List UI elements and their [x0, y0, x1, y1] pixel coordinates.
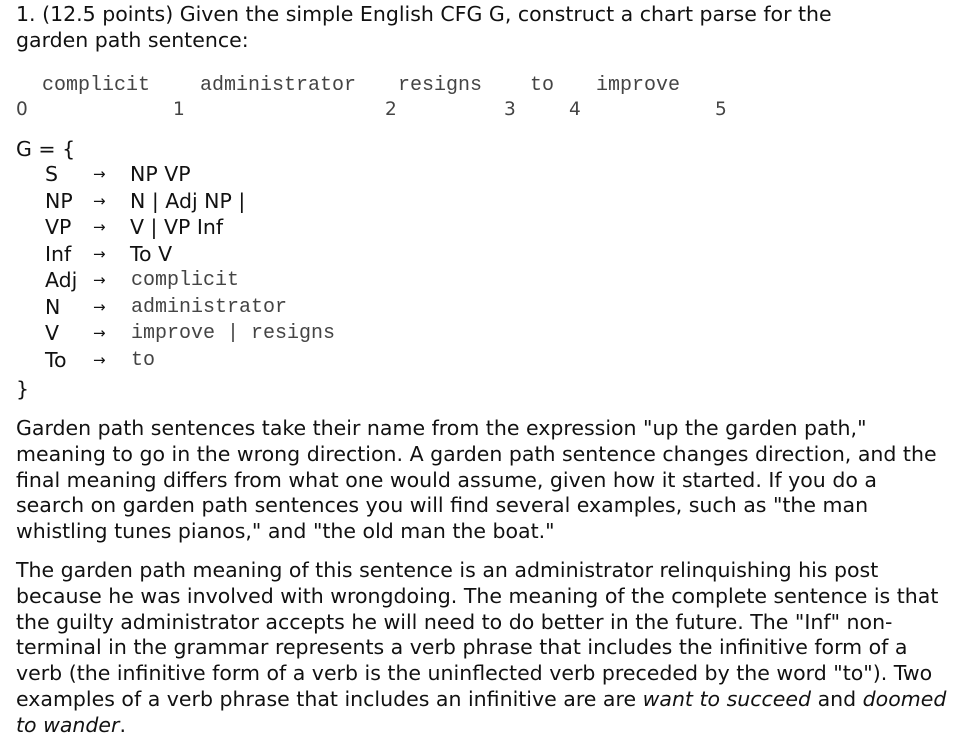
paragraph-text: The garden path meaning of this sentence is an administrator relinquishing his post because he was involved with wrongdoing. The meaning of the complete sentence is that the guilty administrator accepts he will need to do better in the future. The "Inf" non-terminal in the grammar represents a verb phrase that includes the infinitive form of a verb (the infinitive form of a verb is the uninflected verb preceded by the word "to"). Two examples of a verb phrase that includes an infinitive are are [16, 558, 939, 711]
arrow-icon: → [93, 191, 106, 210]
chart-index: 4 [569, 99, 581, 120]
rule-rhs: NP VP [130, 162, 191, 186]
chart-index: 2 [385, 99, 397, 120]
grammar-close: } [16, 377, 30, 401]
paragraph-joiner: and [811, 686, 863, 711]
example-phrase: want to succeed [642, 686, 812, 711]
paragraph-garden-path-intro: Garden path sentences take their name from the expression "up the garden path," meaning to go in the wrong direction. A garden path sentence changes direction, and the final meaning differs from what one would assume, given how it started. If you do a search on garden path sentences you will find several examples, such as "the man whistling tunes pianos," and "the old man the boat." [16, 416, 937, 544]
paragraph-end: . [119, 712, 127, 737]
chart-index: 1 [173, 99, 185, 120]
chart-index: 5 [715, 99, 727, 120]
arrow-icon: → [93, 297, 106, 316]
paragraph-explanation [16, 558, 951, 739]
arrow-icon: → [93, 271, 106, 289]
arrow-icon: → [93, 350, 106, 369]
sentence-word: resigns [398, 74, 483, 97]
grammar-open: G = { [16, 137, 76, 161]
rule-rhs: administrator [131, 295, 288, 319]
arrow-icon: → [93, 218, 106, 236]
rule-lhs: N [45, 294, 61, 319]
arrow-icon: → [93, 165, 106, 183]
rule-lhs: V [45, 321, 60, 345]
arrow-icon: → [93, 324, 106, 342]
rule-lhs: NP [45, 188, 73, 213]
rule-rhs: complicit [131, 269, 240, 292]
rule-lhs: Inf [45, 241, 72, 266]
rule-rhs: N | Adj NP | [130, 188, 246, 213]
sentence-word: improve [596, 74, 681, 97]
sentence-word: to [530, 74, 555, 97]
chart-index: 0 [16, 99, 28, 120]
arrow-icon: → [93, 244, 106, 263]
rule-lhs: S [45, 162, 59, 186]
rule-lhs: VP [45, 215, 72, 239]
question-line-1: 1. (12.5 points) Given the simple English CFG G, construct a chart parse for the [16, 2, 832, 26]
rule-rhs: To V [130, 241, 173, 266]
sentence-word: administrator [200, 74, 357, 97]
example-phrase: doomed to wander [16, 686, 947, 737]
rule-rhs: to [131, 348, 156, 372]
rule-lhs: Adj [45, 268, 78, 292]
rule-rhs: V | VP Inf [130, 215, 224, 239]
rule-lhs: To [45, 347, 67, 372]
question-line-2: garden path sentence: [16, 28, 249, 52]
rule-rhs: improve | resigns [131, 322, 336, 345]
chart-index: 3 [504, 99, 516, 120]
sentence-word: complicit [42, 74, 151, 97]
